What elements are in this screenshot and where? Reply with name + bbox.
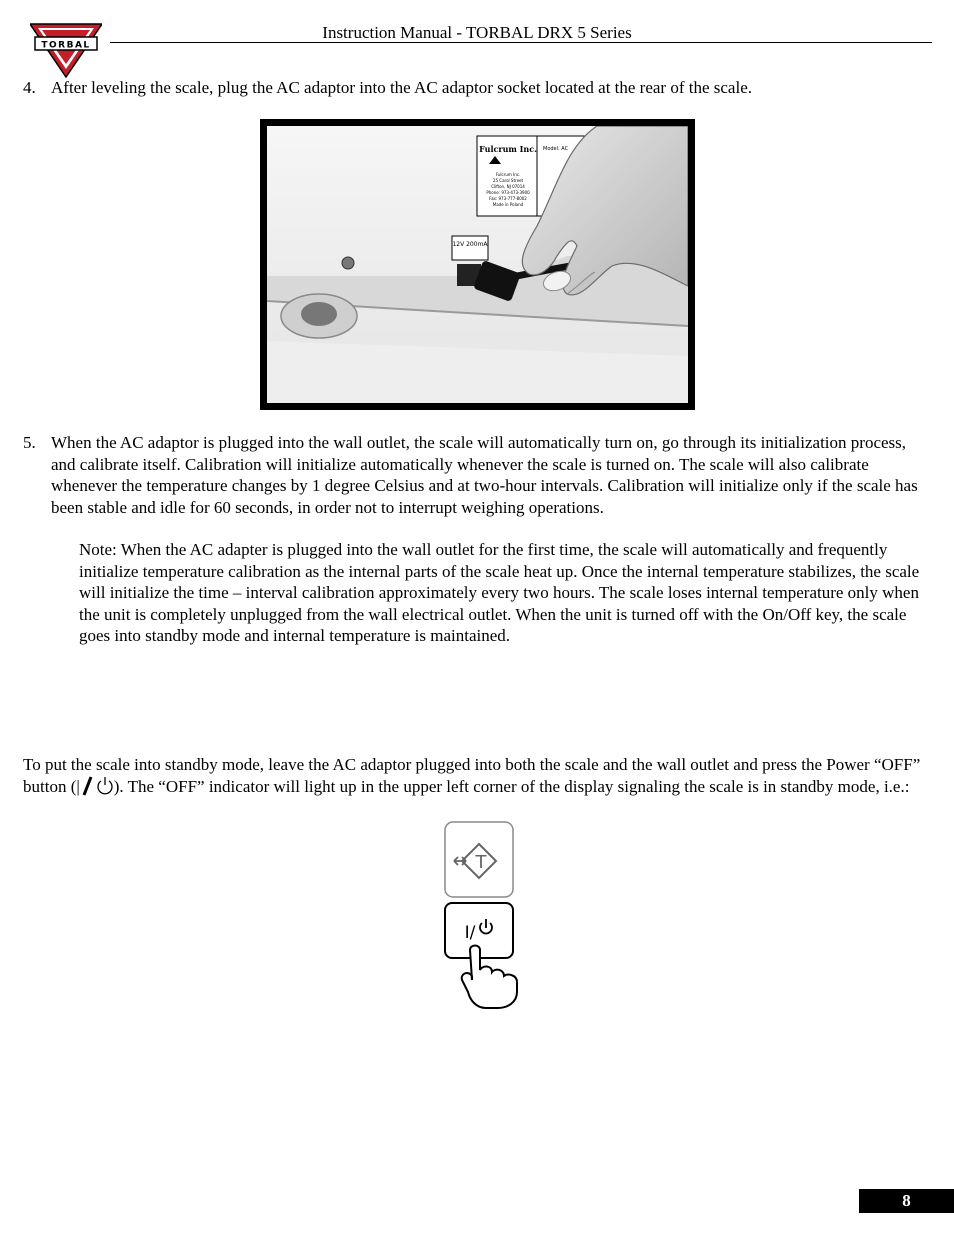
label-model: Model: AC — [543, 146, 569, 152]
tare-key — [445, 822, 513, 897]
header-rule — [110, 42, 932, 43]
tare-key-label: T — [475, 852, 487, 873]
label-line-5: Fax: 973-777-8002 — [489, 196, 527, 201]
label-line-6: Made in Poland — [492, 202, 524, 207]
label-brand: Fulcrum Inc. — [479, 144, 537, 154]
power-icon — [80, 776, 114, 796]
socket-label: 12V 200mA — [452, 241, 488, 248]
standby-paragraph — [23, 754, 933, 797]
calibration-note: Note: When the AC adapter is plugged into the wall outlet for the first time, the scale will automatically and frequently initialize temperature calibration as the internal parts of the scale heat up. Once the internal temperature stabilizes, the scale will initialize the time – interval calibration approximately every two hours. The scale loses internal temperature only when the unit is completely unplugged from the wall electrical outlet. When the unit is turned off with the On/Off key, the scale goes into standby mode and internal temperature is maintained. — [79, 540, 920, 645]
standby-text-after: ). The “OFF” indicator will light up in the upper left corner of the display signaling the scale is in standby mode, i.e.: — [113, 776, 910, 796]
step-5-text: When the AC adaptor is plugged into the wall outlet, the scale will automatically turn on, go through its initialization process, and calibrate itself. Calibration will initialize automatically whenever the scale is turned on. The scale will also calibrate whenever the temperature changes by 1 degree Celsius and at two-hour intervals. Calibration will initialize only if the scale has been stable and idle for 60 seconds, in order not to interrupt weighing operations. — [51, 433, 918, 517]
keypad-illustration — [440, 820, 520, 1010]
label-line-4: Phone: 973-473-3900 — [486, 190, 530, 195]
adaptor-plug-photo — [260, 119, 695, 410]
step-4-number: 4. — [23, 78, 36, 97]
power-key-label: I/ — [464, 923, 476, 943]
header-title: Instruction Manual - TORBAL DRX 5 Series — [322, 23, 632, 42]
label-line-1: Fulcrum Inc. — [495, 172, 521, 177]
label-line-3: Clifton, NJ 07014 — [491, 184, 525, 189]
power-glyph-prefix: | — [76, 776, 80, 796]
step-4-text: After leveling the scale, plug the AC adaptor into the AC adaptor socket located at the rear of the scale. — [51, 78, 753, 97]
step-5-number: 5. — [23, 433, 36, 452]
standby-text-before: To put the scale into standby mode, leave the AC adaptor plugged into both the scale and the wall outlet and press the Power “OFF” button ( — [23, 755, 921, 796]
photo-illustration — [267, 126, 688, 403]
logo-text: TORBAL — [41, 40, 91, 51]
label-line-2: 25 Carol Street — [492, 178, 524, 183]
page-number: 8 — [859, 1189, 954, 1213]
